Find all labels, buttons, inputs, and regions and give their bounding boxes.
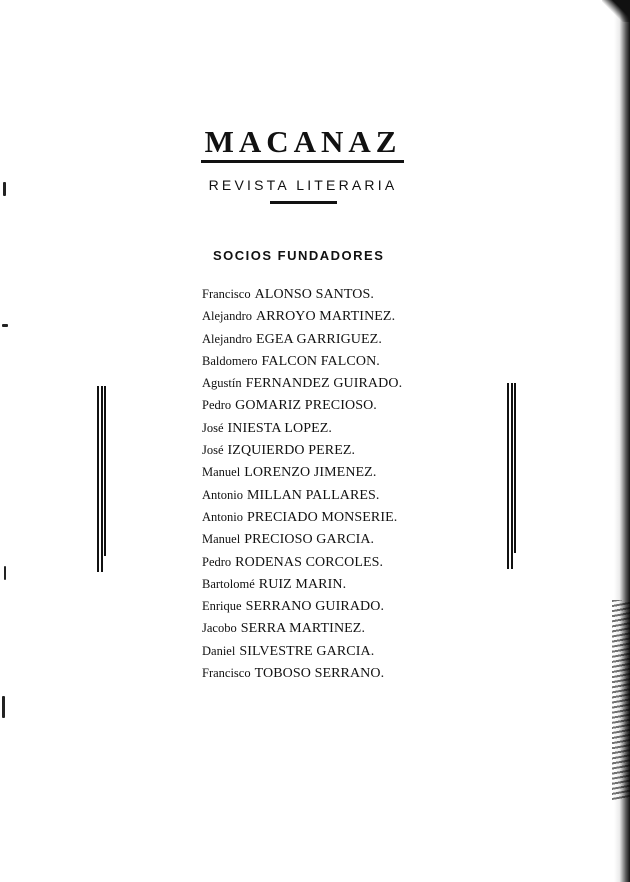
founder-entry	[202, 417, 402, 439]
scan-edge-speckle	[612, 600, 630, 800]
left-decorative-bar	[97, 386, 107, 572]
founder-first-name: Daniel	[202, 643, 236, 658]
founder-surnames: PRECIADO MONSERIE.	[246, 509, 398, 525]
section-heading: SOCIOS FUNDADORES	[213, 248, 385, 263]
founder-surnames: FERNANDEZ GUIRADO.	[245, 376, 403, 392]
scan-speck	[2, 696, 5, 718]
founder-surnames: PRECIOSO GARCIA.	[244, 532, 375, 548]
founder-surnames: INIESTA LOPEZ.	[227, 420, 333, 436]
founder-entry	[202, 484, 402, 506]
title-underline	[201, 160, 404, 163]
founders-list	[202, 283, 402, 684]
founder-first-name: Francisco	[202, 666, 251, 681]
founder-entry	[202, 595, 402, 617]
founder-first-name: Antonio	[202, 487, 243, 502]
founder-entry	[202, 662, 402, 684]
founder-entry	[202, 372, 402, 394]
founder-first-name: Francisco	[202, 287, 251, 301]
founder-entry	[202, 528, 402, 550]
founder-surnames: GOMARIZ PRECIOSO.	[235, 398, 377, 414]
scan-speck	[4, 566, 6, 580]
founder-surnames: ALONSO SANTOS.	[254, 287, 374, 302]
founder-surnames: SERRA MARTINEZ.	[240, 621, 366, 637]
founder-surnames: SILVESTRE GARCIA.	[239, 643, 375, 659]
founder-first-name: José	[202, 443, 224, 458]
founder-first-name: Enrique	[202, 599, 242, 614]
scan-speck	[3, 182, 6, 196]
founder-entry	[202, 461, 402, 483]
founder-first-name: Antonio	[202, 509, 243, 524]
founder-entry	[202, 551, 402, 573]
founder-first-name: José	[202, 420, 224, 435]
founder-surnames: FALCON FALCON.	[261, 353, 380, 369]
founder-surnames: IZQUIERDO PEREZ.	[227, 443, 356, 459]
scan-speck	[2, 324, 8, 327]
founder-entry	[202, 506, 402, 528]
founder-surnames: RUIZ MARIN.	[258, 576, 347, 592]
founder-entry	[202, 350, 402, 372]
magazine-subtitle: REVISTA LITERARIA	[208, 177, 398, 193]
scan-corner-shadow	[602, 0, 630, 22]
founder-entry	[202, 328, 402, 350]
founder-surnames: SERRANO GUIRADO.	[245, 599, 385, 615]
founder-entry	[202, 394, 402, 416]
founder-first-name: Jacobo	[202, 621, 237, 636]
founder-entry	[202, 617, 402, 639]
founder-first-name: Manuel	[202, 532, 241, 547]
right-decorative-bar	[507, 383, 517, 569]
founder-surnames: LORENZO JIMENEZ.	[244, 465, 377, 481]
founder-surnames: TOBOSO SERRANO.	[254, 666, 385, 682]
founder-first-name: Pedro	[202, 398, 232, 413]
founder-first-name: Manuel	[202, 465, 241, 480]
founder-surnames: ARROYO MARTINEZ.	[255, 309, 396, 325]
founder-entry	[202, 305, 402, 327]
founder-entry	[202, 640, 402, 662]
founder-first-name: Bartolomé	[202, 576, 255, 591]
founder-first-name: Alejandro	[202, 309, 252, 324]
subtitle-underline	[270, 201, 337, 204]
magazine-title: MACANAZ	[204, 124, 402, 159]
founder-first-name: Baldomero	[202, 353, 258, 368]
founder-entry	[202, 439, 402, 461]
founder-surnames: RODENAS CORCOLES.	[235, 554, 384, 570]
founder-surnames: EGEA GARRIGUEZ.	[255, 331, 382, 347]
founder-entry	[202, 283, 402, 305]
founder-surnames: MILLAN PALLARES.	[246, 487, 380, 503]
founder-first-name: Alejandro	[202, 331, 252, 346]
founder-first-name: Agustín	[202, 376, 242, 391]
founder-entry	[202, 573, 402, 595]
founder-first-name: Pedro	[202, 554, 232, 569]
